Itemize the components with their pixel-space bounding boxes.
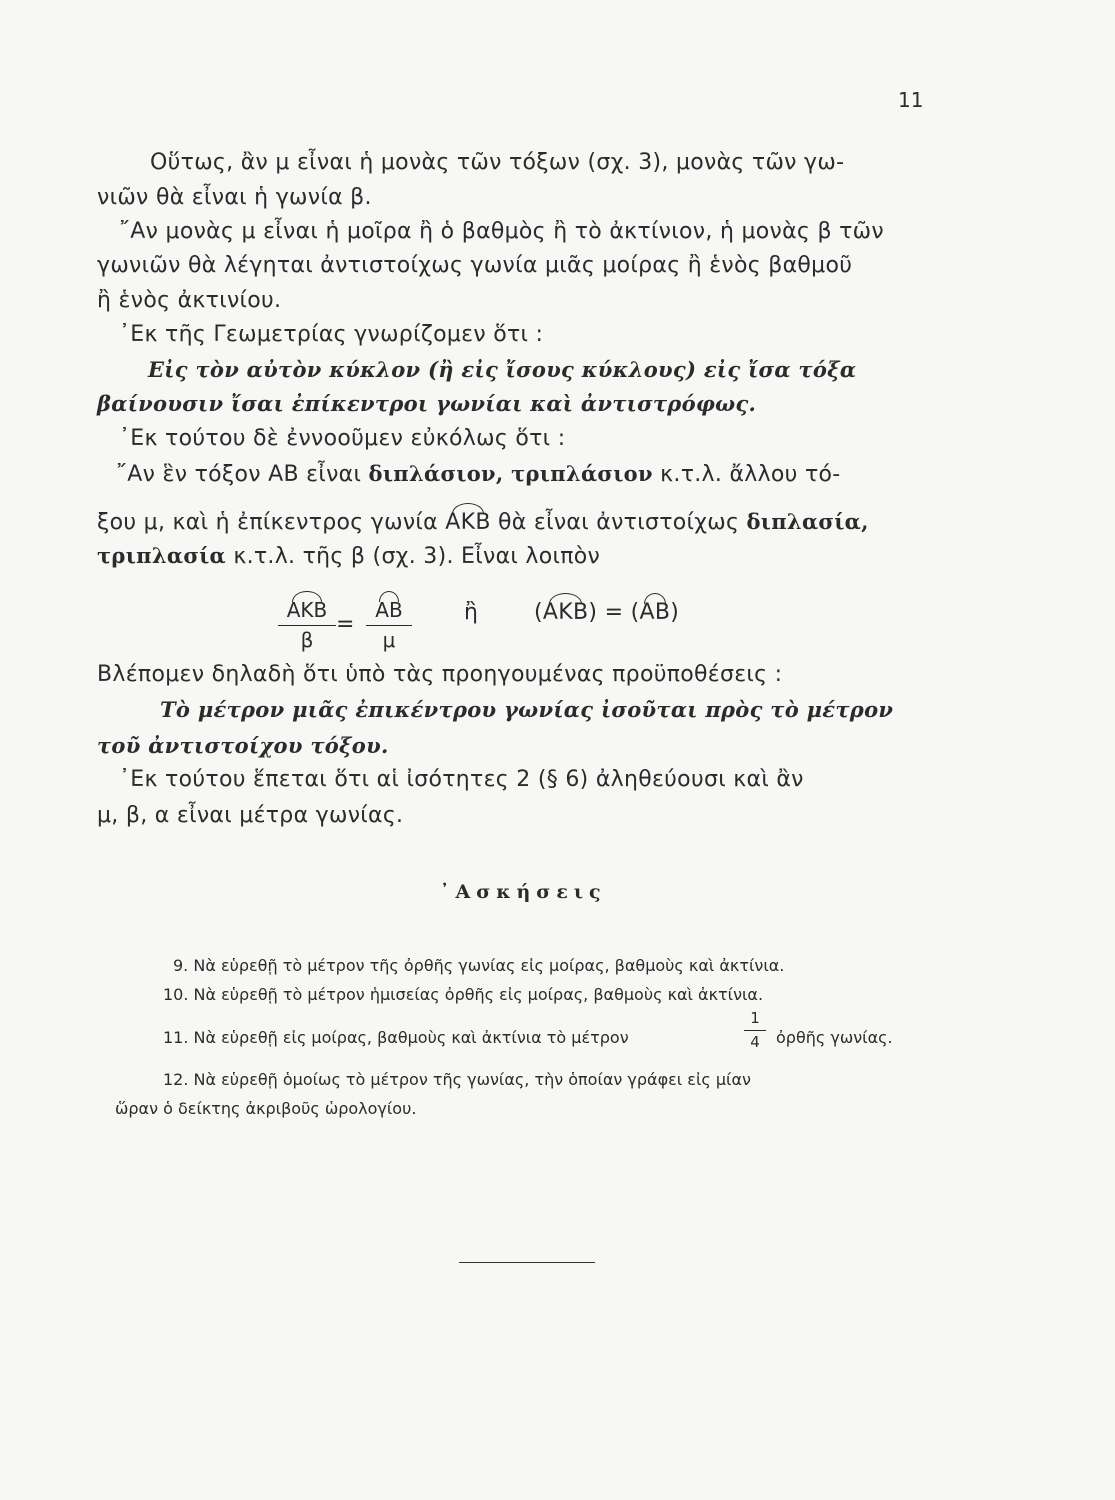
page-number: 11	[898, 88, 924, 112]
arc-angle: ΑΒ	[375, 598, 403, 622]
exercise-number: 9.	[173, 956, 189, 975]
exercise-number: 12.	[163, 1070, 189, 1089]
text-line: Βλέπομεν δηλαδὴ ὅτι ὑπὸ τὰς προηγουμένας προϋποθέσεις :	[97, 662, 783, 687]
exercise-text: Νὰ εὑρεθῇ εἰς μοίρας, βαθμοὺς καὶ ἀκτίνια τὸ μέτρον	[193, 1028, 629, 1047]
exercise-number: 10.	[163, 985, 189, 1004]
arc-angle: ΑΚΒ	[542, 600, 589, 625]
exercise-item	[163, 1028, 629, 1047]
paren: )	[670, 600, 680, 625]
text-line: ἢ ἑνὸς ἀκτινίου.	[97, 288, 282, 313]
exercise-text: Νὰ εὑρεθῇ τὸ μέτρον τῆς ὀρθῆς γωνίας εἰς μοίρας, βαθμοὺς καὶ ἀκτίνια.	[193, 956, 785, 975]
text-span: κ.τ.λ. ἄλλου τό-	[660, 462, 841, 487]
paren: )	[588, 600, 598, 625]
equals-sign: =	[604, 600, 624, 625]
fraction-angle	[278, 598, 336, 652]
exercise-item	[163, 985, 763, 1004]
text-span: κ.τ.λ. τῆς β (σχ. 3). Εἶναι λοιπὸν	[233, 544, 601, 569]
arc-angle: ΑΒ	[639, 600, 671, 625]
theorem-line: βαίνουσιν ἴσαι ἐπίκεντροι γωνίαι καὶ ἀντιστρόφως.	[97, 391, 757, 416]
arc-angle: ΑΚΒ	[286, 598, 328, 622]
text-line	[116, 461, 841, 487]
exercise-number: 11.	[163, 1028, 189, 1047]
exercise-text: Νὰ εὑρεθῇ τὸ μέτρον ἡμισείας ὀρθῆς εἰς μοίρας, βαθμοὺς καὶ ἀκτίνια.	[193, 985, 764, 1004]
text-line: ᾽Εκ τῆς Γεωμετρίας γνωρίζομεν ὅτι :	[119, 322, 544, 347]
exercise-text: ὥραν ὁ δείκτης ἀκριβοῦς ὡρολογίου.	[115, 1099, 417, 1118]
emphasis: τριπλασία	[97, 543, 227, 568]
text-line: μ, β, α εἶναι μέτρα γωνίας.	[97, 803, 404, 828]
formula-equation	[534, 600, 679, 625]
text-line: ῎Αν μονὰς μ εἶναι ἡ μοῖρα ἢ ὁ βαθμὸς ἢ τὸ ἀκτίνιον, ἡ μονὰς β τῶν	[119, 219, 884, 244]
text-line: ᾽Εκ τούτου δὲ ἐννοοῦμεν εὐκόλως ὅτι :	[119, 426, 566, 451]
text-line	[97, 509, 869, 535]
fraction-numerator: 1	[744, 1009, 766, 1031]
text-span: ῎Αν ἓν τόξον ΑΒ εἶναι	[116, 462, 362, 487]
emphasis: διπλάσιον, τριπλάσιον	[368, 461, 653, 486]
paren: (	[534, 600, 543, 625]
text-line: ᾽Εκ τούτου ἕπεται ὅτι αἱ ἰσότητες 2 (§ 6) ἀληθεύουσι καὶ ἂν	[119, 767, 804, 792]
arc-angle: ΑΚΒ	[445, 510, 491, 535]
exercise-text: Νὰ εὑρεθῇ ὁμοίως τὸ μέτρον τῆς γωνίας, τὴν ὁποίαν γράφει εἰς μίαν	[193, 1070, 751, 1089]
theorem-line: Εἰς τὸν αὐτὸν κύκλον (ἢ εἰς ἴσους κύκλους) εἰς ἴσα τόξα	[148, 357, 857, 382]
paren: (	[630, 600, 640, 625]
emphasis: διπλασία,	[746, 509, 869, 534]
fraction-denominator: β	[300, 628, 314, 652]
theorem-line: Τὸ μέτρον μιᾶς ἐπικέντρου γωνίας ἰσοῦται πρὸς τὸ μέτρον	[160, 697, 894, 722]
text-span: ξου μ, καὶ ἡ ἐπίκεντρος γωνία	[97, 510, 438, 535]
text-line	[97, 543, 600, 569]
fraction-arc	[366, 598, 412, 652]
theorem-line: τοῦ ἀντιστοίχου τόξου.	[97, 733, 389, 758]
fraction-numerator	[278, 598, 336, 626]
fraction-numerator	[366, 598, 412, 626]
end-rule	[459, 1262, 595, 1263]
or-word: ἢ	[464, 600, 479, 625]
text-line: γωνιῶν θὰ λέγηται ἀντιστοίχως γωνία μιᾶς μοίρας ἢ ἑνὸς βαθμοῦ	[97, 253, 853, 278]
text-line: νιῶν θὰ εἶναι ἡ γωνία β.	[97, 185, 372, 210]
exercise-item	[173, 956, 784, 975]
exercise-item	[163, 1070, 751, 1089]
exercise-text: ὀρθῆς γωνίας.	[776, 1028, 893, 1047]
text-line: Οὕτως, ἂν μ εἶναι ἡ μονὰς τῶν τόξων (σχ. 3), μονὰς τῶν γω-	[150, 150, 845, 175]
fraction-denominator: 4	[750, 1033, 760, 1051]
exercise-fraction	[744, 1009, 766, 1051]
text-span: θὰ εἶναι ἀντιστοίχως	[498, 510, 740, 535]
exercises-title: ᾽Ασκήσεις	[440, 881, 607, 903]
equals-sign: =	[336, 612, 355, 637]
fraction-denominator: μ	[382, 628, 396, 652]
